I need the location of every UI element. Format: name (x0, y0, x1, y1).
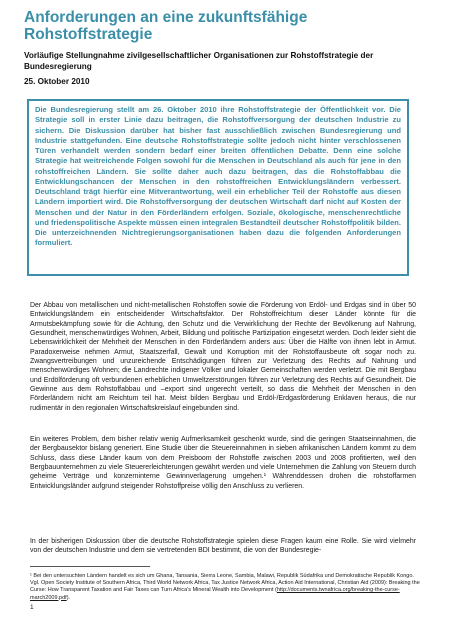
body-paragraph: In der bisherigen Diskussion über die deutsche Rohstoffstrategie spielen diese Fragen kaum eine Rolle. Sie wird vielmehr von der deutschen Industrie und dem sie vertretenden BDI bestimmt, die von der Bundesregie- (30, 538, 416, 555)
footnote-divider (30, 566, 150, 567)
document-subtitle: Vorläufige Stellungnahme zivilgesellschaftlicher Organisationen zur Rohstoffstrategie der Bundesregierung (24, 51, 374, 71)
document-title: Anforderungen an eine zukunftsfähige Rohstoffstrategie (24, 9, 308, 43)
footnote-link[interactable]: http://documents.twnafrica.org/breaking-the-curse-march2009.pdf (30, 587, 400, 601)
footnote (30, 573, 420, 602)
document-date: 25. Oktober 2010 (24, 77, 90, 86)
footnote-text: ¹ Bei den untersuchten Ländern handelt es sich um Ghana, Tansania, Sierra Leone, Sambia, Malawi, Republik Südafrika und Demokratische Republik Kongo. Vgl. Open Society Institute of Southern Africa, Third World Network Africa, Tax Justice Network Africa, Action Aid International, Christian Aid (2009): Breaking the Curse: How Transparent Taxation and Fair Taxes can Turn Africa's Mineral Wealth into Development ( (30, 573, 420, 594)
summary-box (27, 99, 409, 276)
summary-text: Die Bundesregierung stellt am 26. Oktober 2010 ihre Rohstoffstrategie der Öffentlichkeit vor. Die Strategie soll in erster Linie dazu beitragen, die Rohstoffversorgung der deutschen Industrie zu sichern. Die Diskussion darüber hat bisher fast ausschließlich zwischen Bundesregierung und Industrie stattgefunden. Eine deutsche Rohstoffstrategie sollte jedoch nicht hinter verschlossenen Türen verhandelt werden sondern bedarf einer breiten öffentlichen Debatte. Denn eine solche Strategie hat weitreichende Folgen sowohl für die Menschen in Deutschland als auch für jene in den rohstoffreichen Ländern. Sie sollte daher auch dazu beitragen, das die Rohstoffabbau die Entwicklungschancen der Menschen in den rohstoffreichen Entwicklungsländern verbessert. Deutschland trägt hierfür eine Mitverantwortung, weil ein erheblicher Teil der Rohstoffe aus diesen Ländern importiert wird. Die Rohstoffversorgung der deutschen Wirtschaft darf nicht auf Kosten der Menschen und der Natur in den Förderländern erfolgen. Soziale, ökologische, menschenrechtliche und friedenspolitische Aspekte müssen einen integralen Bestandteil deutscher Rohstoffpolitik bilden. Die unterzeichnenden Nichtregierungsorganisationen haben dazu die folgenden Anforderungen formuliert. (35, 105, 401, 248)
body-paragraph: Ein weiteres Problem, dem bisher relativ wenig Aufmerksamkeit geschenkt wurde, sind die geringen Staatseinnahmen, die der Bergbausektor bislang generiert. Eine Studie über die Steuereinnahmen in sieben afrikanischen Ländern kommt zu dem Schluss, dass diese Länder kaum von dem Preisboom der Rohstoffe zwischen 2003 und 2008 profitierten, weil den Bergbauunternehmen zu viele Steuererleichterungen gewährt werden und viele Unternehmen die Zahlung von Steuern durch geheime Verträge und konzerninterne Gewinnverlagerung umgehen.¹ Währenddessen drohen die rohstoffarmen Entwicklungsländer aufgrund steigender Rohstoffpreise völlig den Anschluss zu verlieren. (30, 436, 416, 490)
page-number: 1 (30, 604, 34, 611)
footnote-end: ). (66, 594, 71, 601)
body-paragraph: Der Abbau von metallischen und nicht-metallischen Rohstoffen sowie die Förderung von Erdöl- und Erdgas sind in über 50 Entwicklungsländern ein entscheidender Wirtschaftsfaktor. Der Rohstoffreichtum dieser Länder könnte für die Armutsbekämpfung sowie für die Achtung, den Schutz und die Verwirklichung der Rechte der Bevölkerung auf Nahrung, Gesundheit, menschenwürdiges Wohnen, Arbeit, Bildung und politische Partizipation eingesetzt werden. Doch leider sieht die Lebenswirklichkeit der Mehrheit der Menschen in den Förderländern anders aus: Über die Hälfte von ihnen lebt in Armut. Paradoxerweise nehmen Armut, Staatszerfall, Gewalt und Korruption mit der Rohstoffausbeute oft sogar noch zu. Zwangsvertreibungen und unzureichende Entschädigungen führen zur Verletzung des Rechts auf Nahrung und menschenwürdiges Wohnen; die Landrechte indigener Völker und lokaler Gemeinschaften werden verletzt. Die mit Bergbau und Erdölförderung oft verbundenen erheblichen Umweltzerstörungen führen zur Verletzung des Rechts auf Gesundheit. Die Gewinne aus dem Rohstoffabbau und –export sind ungerecht verteilt, so dass die Mehrheit der Menschen in den Förderländern nicht am Reichtum teil hat. Meist bilden Bergbau und Erdöl-/Erdgasförderung Enklaven heraus, die nur rudimentär in den regionalen Wirtschaftskreislauf eingebunden sind. (30, 302, 416, 412)
